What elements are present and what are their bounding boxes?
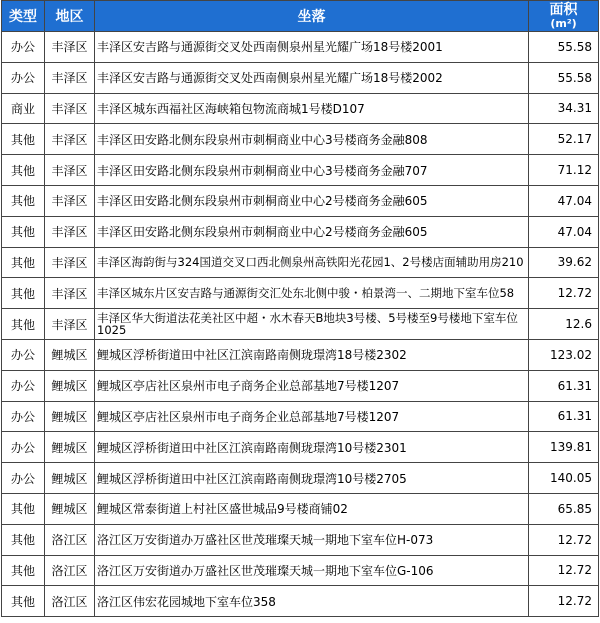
header-area-label: 面积 (549, 2, 578, 18)
property-table (1, 0, 599, 617)
district-cell: 丰泽区 (45, 124, 95, 155)
table-row (2, 370, 599, 401)
area-cell: 47.04 (529, 185, 599, 216)
district-cell: 鲤城区 (45, 463, 95, 494)
table-row (2, 124, 599, 155)
district-cell: 丰泽区 (45, 155, 95, 186)
district-cell: 洛江区 (45, 586, 95, 617)
table-row (2, 401, 599, 432)
table-row (2, 62, 599, 93)
area-cell: 12.72 (529, 555, 599, 586)
area-cell: 140.05 (529, 463, 599, 494)
address-cell: 鲤城区亭店社区泉州市电子商务企业总部基地7号楼1207 (95, 401, 529, 432)
area-cell: 12.72 (529, 586, 599, 617)
area-cell: 12.72 (529, 524, 599, 555)
address-cell: 鲤城区常泰街道上村社区盛世城品9号楼商铺02 (95, 493, 529, 524)
table-row (2, 216, 599, 247)
table-row (2, 309, 599, 340)
table-row (2, 247, 599, 278)
address-cell: 丰泽区城东片区安吉路与通源街交汇处东北侧中骏・柏景湾一、二期地下室车位58 (95, 278, 529, 309)
area-cell: 47.04 (529, 216, 599, 247)
table-row (2, 586, 599, 617)
table-row (2, 155, 599, 186)
type-cell: 其他 (2, 493, 45, 524)
area-cell: 12.6 (529, 309, 599, 340)
table-row (2, 93, 599, 124)
table-body (2, 32, 599, 617)
type-cell: 其他 (2, 124, 45, 155)
type-cell: 办公 (2, 401, 45, 432)
address-cell: 丰泽区田安路北侧东段泉州市刺桐商业中心3号楼商务金融808 (95, 124, 529, 155)
area-cell: 61.31 (529, 401, 599, 432)
district-cell: 丰泽区 (45, 93, 95, 124)
type-cell: 办公 (2, 62, 45, 93)
header-area (529, 1, 599, 32)
table-row (2, 463, 599, 494)
type-cell: 其他 (2, 555, 45, 586)
address-cell: 丰泽区田安路北侧东段泉州市刺桐商业中心2号楼商务金融605 (95, 185, 529, 216)
area-cell: 71.12 (529, 155, 599, 186)
type-cell: 商业 (2, 93, 45, 124)
area-cell: 52.17 (529, 124, 599, 155)
district-cell: 洛江区 (45, 524, 95, 555)
area-cell: 139.81 (529, 432, 599, 463)
address-cell: 鲤城区浮桥街道田中社区江滨南路南侧珑璟湾10号楼2301 (95, 432, 529, 463)
type-cell: 其他 (2, 278, 45, 309)
area-cell: 65.85 (529, 493, 599, 524)
header-district: 地区 (45, 1, 95, 32)
district-cell: 丰泽区 (45, 62, 95, 93)
address-cell: 丰泽区安吉路与通源街交叉处西南侧泉州星光耀广场18号楼2001 (95, 32, 529, 63)
area-cell: 34.31 (529, 93, 599, 124)
type-cell: 其他 (2, 524, 45, 555)
type-cell: 办公 (2, 463, 45, 494)
address-cell: 鲤城区亭店社区泉州市电子商务企业总部基地7号楼1207 (95, 370, 529, 401)
area-cell: 55.58 (529, 32, 599, 63)
district-cell: 洛江区 (45, 555, 95, 586)
address-cell: 丰泽区安吉路与通源街交叉处西南侧泉州星光耀广场18号楼2002 (95, 62, 529, 93)
district-cell: 丰泽区 (45, 216, 95, 247)
table-row (2, 32, 599, 63)
area-cell: 39.62 (529, 247, 599, 278)
address-cell: 洛江区伟宏花园城地下室车位358 (95, 586, 529, 617)
address-cell: 丰泽区海韵街与324国道交叉口西北侧泉州高铁阳光花园1、2号楼店面辅助用房210 (95, 247, 529, 278)
address-cell: 洛江区万安街道办万盛社区世茂璀璨天城一期地下室车位H-073 (95, 524, 529, 555)
district-cell: 丰泽区 (45, 247, 95, 278)
header-address: 坐落 (95, 1, 529, 32)
type-cell: 办公 (2, 432, 45, 463)
address-cell: 鲤城区浮桥街道田中社区江滨南路南侧珑璟湾18号楼2302 (95, 339, 529, 370)
table-row (2, 524, 599, 555)
table-row (2, 493, 599, 524)
area-cell: 123.02 (529, 339, 599, 370)
area-cell: 61.31 (529, 370, 599, 401)
district-cell: 鲤城区 (45, 432, 95, 463)
address-cell: 丰泽区城东西福社区海峡箱包物流商城1号楼D107 (95, 93, 529, 124)
type-cell: 其他 (2, 247, 45, 278)
table-row (2, 339, 599, 370)
table-row (2, 555, 599, 586)
type-cell: 办公 (2, 370, 45, 401)
table-header-row (2, 1, 599, 32)
address-cell: 丰泽区田安路北侧东段泉州市刺桐商业中心3号楼商务金融707 (95, 155, 529, 186)
district-cell: 鲤城区 (45, 339, 95, 370)
type-cell: 其他 (2, 216, 45, 247)
type-cell: 其他 (2, 155, 45, 186)
district-cell: 丰泽区 (45, 185, 95, 216)
type-cell: 办公 (2, 32, 45, 63)
address-cell: 丰泽区田安路北侧东段泉州市刺桐商业中心2号楼商务金融605 (95, 216, 529, 247)
type-cell: 其他 (2, 586, 45, 617)
type-cell: 其他 (2, 185, 45, 216)
district-cell: 丰泽区 (45, 309, 95, 340)
header-type: 类型 (2, 1, 45, 32)
area-cell: 12.72 (529, 278, 599, 309)
table-row (2, 432, 599, 463)
address-cell: 鲤城区浮桥街道田中社区江滨南路南侧珑璟湾10号楼2705 (95, 463, 529, 494)
district-cell: 鲤城区 (45, 370, 95, 401)
area-cell: 55.58 (529, 62, 599, 93)
district-cell: 丰泽区 (45, 32, 95, 63)
district-cell: 鲤城区 (45, 401, 95, 432)
district-cell: 鲤城区 (45, 493, 95, 524)
type-cell: 办公 (2, 339, 45, 370)
type-cell: 其他 (2, 309, 45, 340)
table-row (2, 185, 599, 216)
table-row (2, 278, 599, 309)
address-cell: 洛江区万安街道办万盛社区世茂璀璨天城一期地下室车位G-106 (95, 555, 529, 586)
header-area-unit: (m²) (550, 17, 577, 30)
district-cell: 丰泽区 (45, 278, 95, 309)
address-cell: 丰泽区华大街道法花美社区中超・水木春天B地块3号楼、5号楼至9号楼地下室车位1025 (95, 309, 529, 340)
